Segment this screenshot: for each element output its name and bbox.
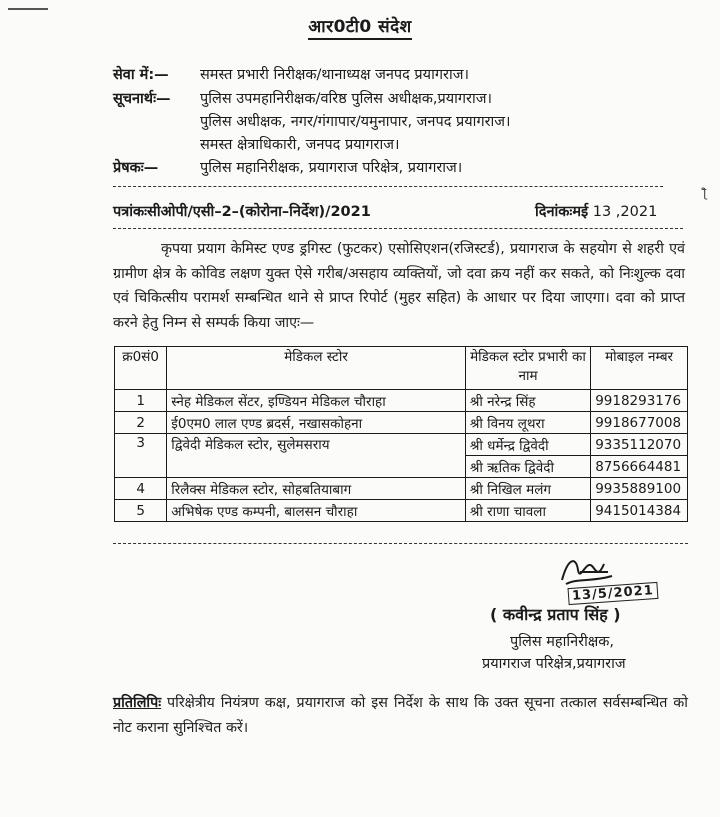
table-row	[115, 390, 688, 412]
from-label: प्रेषकः—	[113, 160, 159, 176]
to-label: सेवा में:—	[113, 67, 169, 83]
cell-mobile: 9935889100	[591, 478, 688, 500]
cell-mobile: 8756664481	[591, 456, 688, 478]
cell-store: द्विवेदी मेडिकल स्टोर, सुलेमसराय	[167, 434, 466, 478]
cell-incharge: श्री नरेन्द्र सिंह	[465, 390, 590, 412]
cell-mobile: 9335112070	[591, 434, 688, 456]
info-label: सूचनार्थः—	[113, 91, 171, 107]
info-line-1: पुलिस उपमहानिरीक्षक/वरिष्ठ पुलिस अधीक्षक,प्रयागराज।	[200, 91, 492, 107]
copy-label: प्रतिलिपिः	[113, 695, 162, 711]
table-row	[115, 412, 688, 434]
signature-date: 13/5/2021	[568, 582, 659, 605]
cell-mobile: 9918293176	[591, 390, 688, 412]
cell-mobile: 9415014384	[591, 500, 688, 522]
table-header-row	[115, 347, 688, 390]
scan-mark	[8, 8, 48, 10]
signatory-name: ( कवीन्द्र प्रताप सिंह )	[490, 605, 621, 624]
cell-incharge: श्री निखिल मलंग	[465, 478, 590, 500]
cell-mobile: 9918677008	[591, 412, 688, 434]
cell-store: अभिषेक एण्ड कम्पनी, बालसन चौराहा	[167, 500, 466, 522]
cell-incharge: श्री धर्मेन्द्र द्विवेदी	[465, 434, 590, 456]
column-header-mobile: मोबाइल नम्बर	[591, 347, 688, 390]
document-title: आर0टी0 संदेश	[0, 14, 720, 37]
cell-store: स्नेह मेडिकल सेंटर, इण्डियन मेडिकल चौराहा	[167, 390, 466, 412]
body-paragraph: कृपया प्रयाग केमिस्ट एण्ड ड्रगिस्ट (फुटकर) एसोसिएशन(रजिस्टर्ड), प्रयागराज के सहयोग से शहरी एवं ग्रामीण क्षेत्र के कोविड लक्षण युक्त ऐसे गरीब/असहाय व्यक्तियों, जो दवा क्रय नहीं कर सकते, को निःशुल्क दवा एवं चिकित्सीय परामर्श सम्बन्धित थाने से प्राप्त रिपोर्ट (मुहर सहित) के आधार पर दिया जाएगा। दवा को प्राप्त करने हेतु निम्न से सम्पर्क किया जाएः—	[113, 241, 685, 331]
column-header-incharge: मेडिकल स्टोर प्रभारी का नाम	[465, 347, 590, 390]
column-header-store: मेडिकल स्टोर	[167, 347, 466, 390]
margin-mark: ƪ	[703, 186, 708, 200]
info-line-3: समस्त क्षेत्राधिकारी, जनपद प्रयागराज।	[200, 137, 400, 153]
cell-store: रिलैक्स मेडिकल स्टोर, सोहबतियाबाग	[167, 478, 466, 500]
signature-scribble	[558, 552, 618, 588]
cell-incharge: श्री विनय लूथरा	[465, 412, 590, 434]
signatory-designation: पुलिस महानिरीक्षक,	[510, 634, 614, 650]
medical-store-table	[114, 346, 688, 522]
info-line-2: पुलिस अधीक्षक, नगर/गंगापार/यमुनापार, जनपद प्रयागराज।	[200, 114, 511, 130]
divider	[113, 543, 688, 544]
reference-number: पत्रांकःसीओपी/एसी–2–(कोरोना–निर्देश)/2021	[113, 204, 371, 220]
cell-sn: 1	[115, 390, 167, 412]
cell-store: ई0एम0 लाल एण्ड ब्रदर्स, नखासकोहना	[167, 412, 466, 434]
cell-sn: 5	[115, 500, 167, 522]
divider	[113, 228, 683, 229]
cell-sn: 2	[115, 412, 167, 434]
copy-to	[113, 691, 688, 741]
table-row	[115, 500, 688, 522]
letter-date: दिनांकःमई 13 ,2021	[535, 204, 658, 220]
from-value: पुलिस महानिरीक्षक, प्रयागराज परिक्षेत्र, प्रयागराज।	[200, 160, 463, 176]
table-row	[115, 434, 688, 456]
table-row	[115, 478, 688, 500]
to-value: समस्त प्रभारी निरीक्षक/थानाध्यक्ष जनपद प्रयागराज।	[200, 67, 469, 83]
column-header-sn: क्र0सं0	[115, 347, 167, 390]
cell-sn: 3	[115, 434, 167, 478]
cell-incharge: श्री राणा चावला	[465, 500, 590, 522]
divider	[113, 186, 663, 187]
signatory-office: प्रयागराज परिक्षेत्र,प्रयागराज	[482, 656, 626, 672]
cell-incharge: श्री ऋतिक द्विवेदी	[465, 456, 590, 478]
cell-sn: 4	[115, 478, 167, 500]
copy-text: परिक्षेत्रीय नियंत्रण कक्ष, प्रयागराज को इस निर्देश के साथ कि उक्त सूचना तत्काल सर्वसम्बन्धित को नोट कराना सुनिश्चित करें।	[113, 695, 688, 736]
